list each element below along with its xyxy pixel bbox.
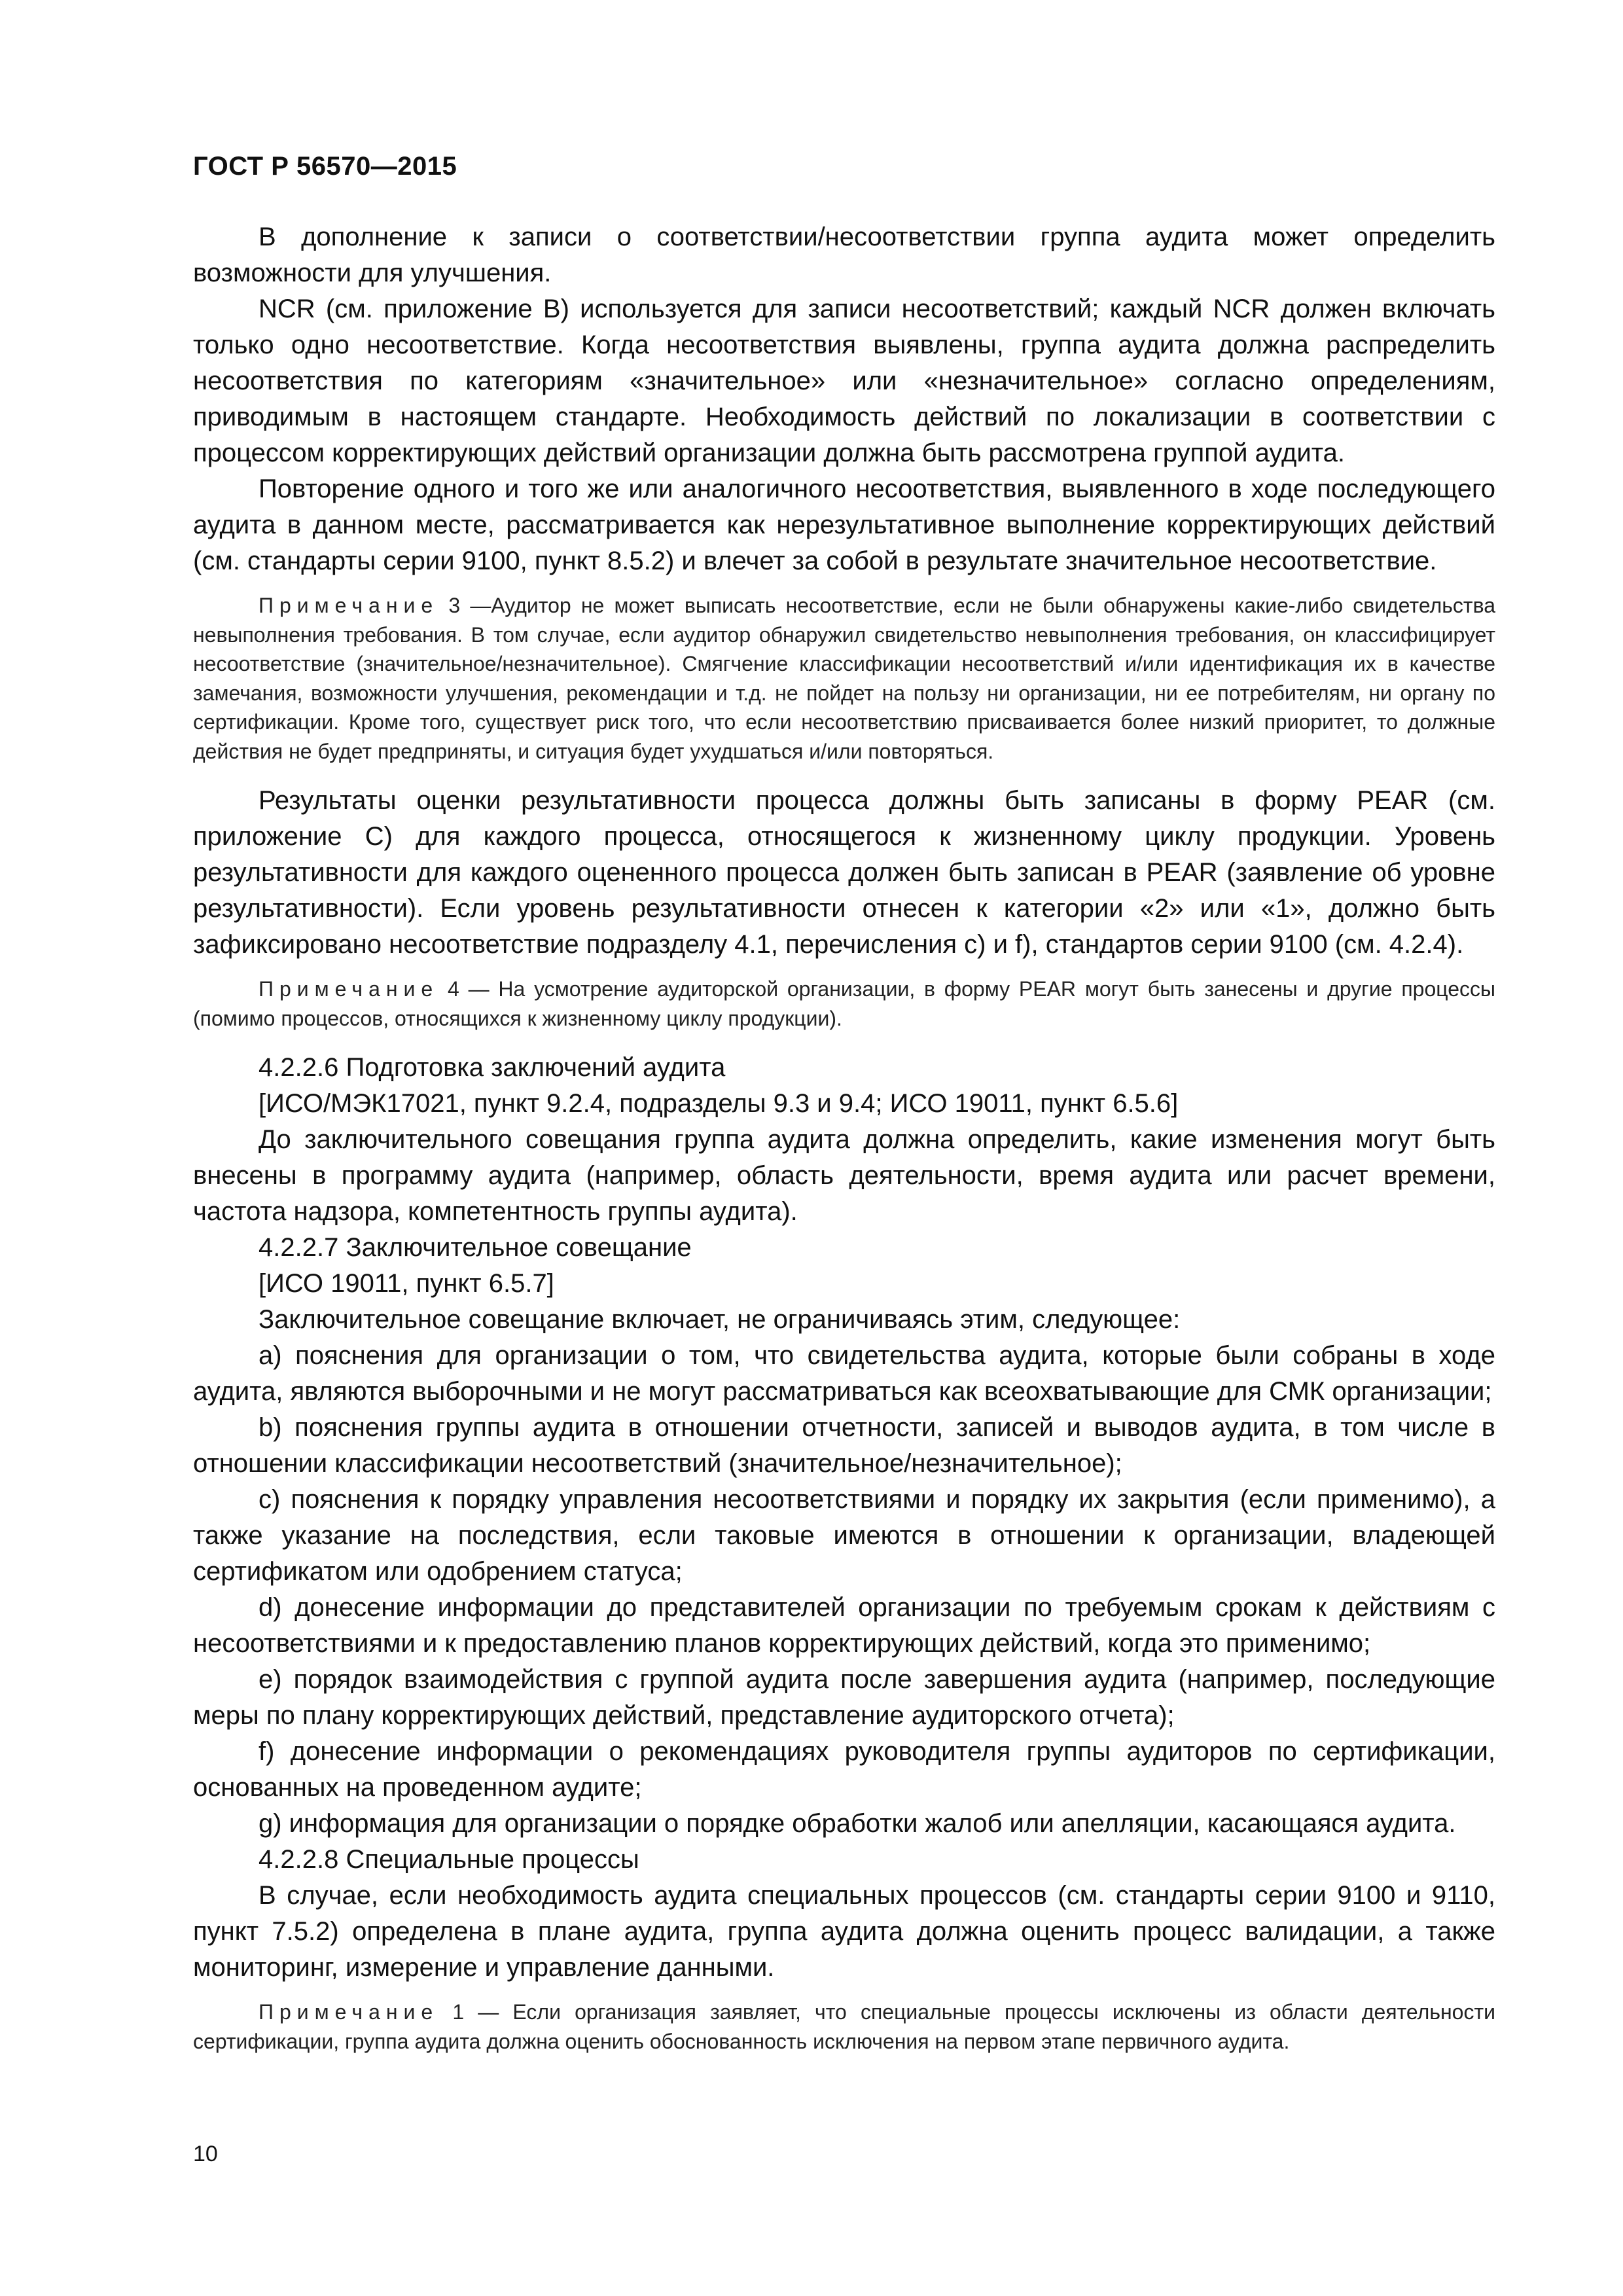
note-label: Примечание [259, 977, 439, 1001]
page-number: 10 [193, 2142, 218, 2166]
note-3 [193, 591, 1495, 766]
note-label: Примечание [259, 594, 439, 617]
paragraph: Заключительное совещание включает, не ограничиваясь этим, следующее: [259, 1305, 1181, 1334]
note-text: 3 —Аудитор не может выписать несоответствие, если не были обнаружены какие-либо свидетельства невыполнения требования. В том случае, если аудитор обнаружил свидетельство невыполнения требования, он классифицирует несоответствие (значительное/незначительное). Смягчение классификации несоответствий и/или идентификация их в качестве замечания, возможности улучшения, рекомендации и т.д. не пойдет на пользу ни организации, ни ее потребителям, ни органу по сертификации. Кроме того, существует риск того, что если несоответствию присваивается более низкий приоритет, то должные действия не будет предприняты, и ситуация будет ухудшаться и/или повторяться. [193, 594, 1495, 763]
section-heading-4227: 4.2.2.7 Заключительное совещание [259, 1233, 692, 1262]
list-item-g: g) информация для организации о порядке обработки жалоб или апелляции, касающаяся аудита. [259, 1809, 1456, 1838]
paragraph: До заключительного совещания группа аудита должна определить, какие изменения могут быть внесены в программу аудита (например, область деятельности, время аудита или расчет времени, частота надзора, компетентность группы аудита). [193, 1125, 1495, 1226]
list-item-d: d) донесение информации до представителей организации по требуемым срокам к действиям с несоответствиями и к предоставлению планов корректирующих действий, когда это применимо; [193, 1593, 1495, 1658]
note-text: 1 — Если организация заявляет, что специальные процессы исключены из области деятельности сертификации, группа аудита должна оценить обоснованность исключения на первом этапе первичного аудита. [193, 2000, 1495, 2053]
note-text: 4 — На усмотрение аудиторской организации, в форму PEAR могут быть занесены и другие процессы (помимо процессов, относящихся к жизненному циклу продукции). [193, 977, 1495, 1030]
section-heading-4226: 4.2.2.6 Подготовка заключений аудита [259, 1053, 726, 1082]
document-header: ГОСТ Р 56570—2015 [193, 152, 457, 181]
paragraph: В дополнение к записи о соответствии/несоответствии группа аудита может определить возможности для улучшения. [193, 223, 1495, 287]
note-label: Примечание [259, 2000, 439, 2024]
section-reference: [ИСО 19011, пункт 6.5.7] [259, 1269, 554, 1298]
list-item-a: a) пояснения для организации о том, что свидетельства аудита, которые были собраны в ходе аудита, являются выборочными и не могут рассматриваться как всеохватывающие для СМК организации; [193, 1341, 1495, 1406]
paragraph: Результаты оценки результативности процесса должны быть записаны в форму PEAR (см. приложение С) для каждого процесса, относящегося к жизненному циклу продукции. Уровень результативности для каждого оцененного процесса должен быть записан в PEAR (заявление об уровне результативности). Если уровень результативности отнесен к категории «2» или «1», должно быть зафиксировано несоответствие подразделу 4.1, перечисления с) и f), стандартов серии 9100 (см. 4.2.4). [193, 786, 1495, 959]
note-4 [193, 975, 1495, 1033]
section-heading-4228: 4.2.2.8 Специальные процессы [259, 1845, 639, 1874]
document-body [193, 219, 1495, 2056]
list-item-e: e) порядок взаимодействия с группой аудита после завершения аудита (например, последующие меры по плану корректирующих действий, представление аудиторского отчета); [193, 1665, 1495, 1730]
list-item-c: c) пояснения к порядку управления несоответствиями и порядку их закрытия (если применимо), а также указание на последствия, если таковые имеются в отношении к организации, владеющей сертификатом или одобрением статуса; [193, 1485, 1495, 1586]
list-item-b: b) пояснения группы аудита в отношении отчетности, записей и выводов аудита, в том числе в отношении классификации несоответствий (значительное/незначительное); [193, 1413, 1495, 1478]
section-reference: [ИСО/МЭК17021, пункт 9.2.4, подразделы 9.3 и 9.4; ИСО 19011, пункт 6.5.6] [259, 1089, 1179, 1118]
paragraph: Повторение одного и того же или аналогичного несоответствия, выявленного в ходе последующего аудита в данном месте, рассматривается как нерезультативное выполнение корректирующих действий (см. стандарты серии 9100, пункт 8.5.2) и влечет за собой в результате значительное несоответствие. [193, 475, 1495, 575]
note-1 [193, 1998, 1495, 2056]
paragraph: В случае, если необходимость аудита специальных процессов (см. стандарты серии 9100 и 9110, пункт 7.5.2) определена в плане аудита, группа аудита должна оценить процесс валидации, а также мониторинг, измерение и управление данными. [193, 1881, 1495, 1982]
paragraph: NCR (см. приложение В) используется для записи несоответствий; каждый NCR должен включать только одно несоответствие. Когда несоответствия выявлены, группа аудита должна распределить несоответствия по категориям «значительное» или «незначительное» согласно определениям, приводимым в настоящем стандарте. Необходимость действий по локализации в соответствии с процессом корректирующих действий организации должна быть рассмотрена группой аудита. [193, 295, 1495, 467]
list-item-f: f) донесение информации о рекомендациях руководителя группы аудиторов по сертификации, основанных на проведенном аудите; [193, 1737, 1495, 1802]
